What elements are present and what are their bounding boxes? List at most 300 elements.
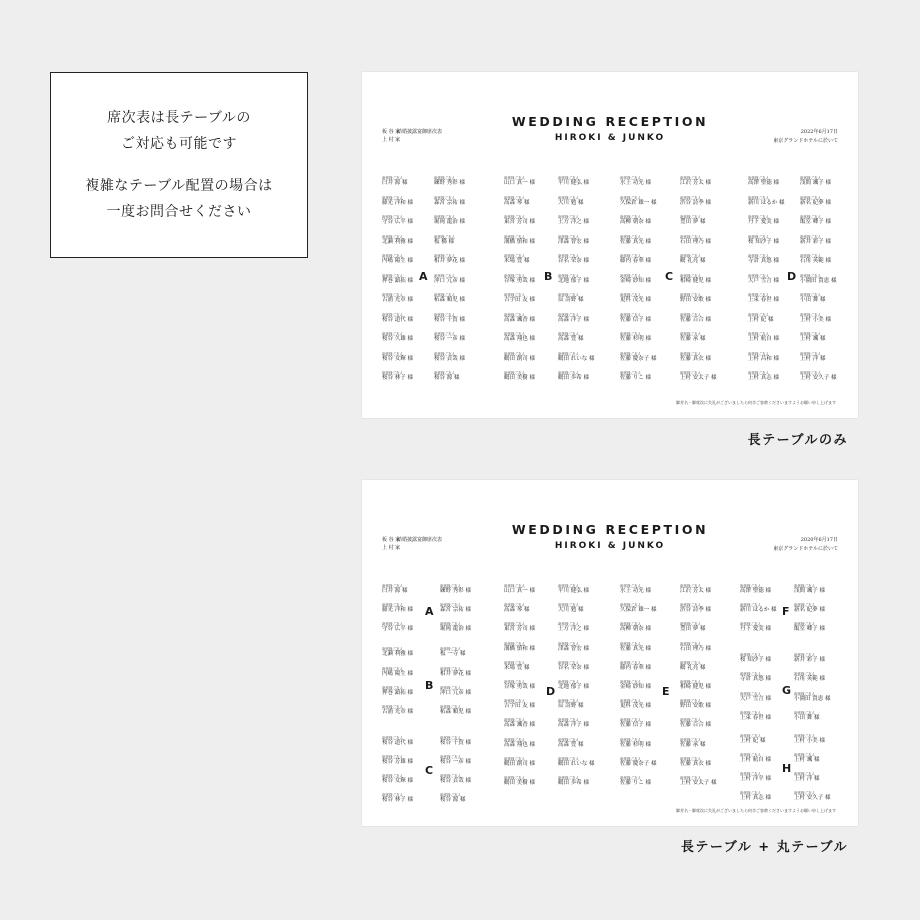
guest-name: 沖口 冗彦 様 (440, 689, 471, 696)
guest-entry (434, 215, 482, 226)
guest-entry (794, 622, 842, 633)
guest-title: 新郎様ご友人 (558, 195, 579, 200)
guest-title: 新郎様ご友人 (740, 752, 761, 757)
guest-entry (800, 332, 848, 343)
guest-title: 新郎様ご友人 (620, 718, 641, 723)
guest-title: 新郎様ご友人 (680, 776, 701, 780)
guest-name: 藤光 洋和 様 (382, 199, 413, 206)
family-name-1: 板 谷 家 (382, 129, 401, 135)
guest-entry (504, 622, 552, 633)
guest-entry (440, 647, 488, 658)
table-label: A (419, 270, 428, 283)
guest-title: 新郎様ご友人 (382, 603, 403, 608)
guest-title: 新郎様ご友人 (800, 371, 821, 375)
guest-entry (800, 235, 848, 246)
guest-title: 新郎様ご友人 (748, 312, 769, 317)
guest-title: 新郎様ご友人 (382, 735, 403, 740)
guest-entry (434, 293, 482, 304)
guest-entry (504, 176, 552, 187)
guest-title: 新郎様ご友人 (434, 293, 455, 297)
guest-entry (620, 313, 668, 324)
guest-name: 溝橋 慎和 様 (504, 645, 535, 652)
guest-title: 新郎様ご友人 (504, 176, 525, 180)
guest-name: 小園田 貴恵 様 (800, 277, 837, 284)
guest-entry (620, 293, 668, 304)
guest-entry (740, 692, 788, 703)
guest-title: 新郎様ご友人 (620, 293, 641, 297)
guest-title: 新郎様ご友人 (440, 735, 461, 740)
guest-title: 新郎様ご友人 (620, 680, 641, 684)
guest-name: 上村 昌和 様 (748, 355, 779, 362)
guest-title: 新郎様ご友人 (680, 756, 701, 761)
guest-title: 新郎様ご友人 (440, 647, 461, 652)
guest-name: 桜谷 一彦 様 (434, 336, 465, 342)
family-name-2: 上 村 家 (382, 545, 401, 551)
guest-title: 新郎様ご友人 (558, 660, 579, 665)
guest-name: 守谷 広平 様 (382, 219, 413, 225)
guest-name: 鶴 礼亮 様 (680, 258, 706, 264)
guest-title: 新郎様ご友人 (504, 603, 525, 608)
guest-name: 鶴田 歩希 様 (558, 375, 589, 381)
guest-name: 新川 はるか 様 (748, 199, 785, 206)
guest-title: 新郎様ご友人 (558, 351, 579, 356)
guest-entry (504, 371, 552, 382)
guest-name: 板 一寺 様 (440, 651, 466, 658)
chart-heading: 結婚披露宴御席次表 (397, 129, 443, 135)
event-date: 2022年6月17日 (800, 129, 838, 135)
table-label: A (425, 605, 434, 618)
guest-name: 板 橋 様 (434, 238, 454, 245)
guest-entry (434, 352, 482, 363)
table-label: B (425, 679, 434, 692)
guest-entry (680, 274, 728, 285)
guest-name: 小園田 貴恵 様 (794, 695, 831, 702)
guest-entry (382, 705, 430, 716)
guest-entry (620, 352, 668, 363)
guest-title: 新郎様ご友人 (558, 293, 579, 297)
guest-name: 上村 真志 様 (748, 375, 779, 381)
guest-entry (382, 647, 430, 658)
table-label: G (782, 684, 792, 697)
guest-entry (794, 692, 842, 703)
guest-title: 新郎様ご友人 (504, 351, 525, 356)
guest-title: 新郎様ご友人 (620, 351, 641, 356)
guest-title: 新郎様ご友人 (434, 234, 455, 239)
guest-entry (382, 332, 430, 343)
guest-name: 高森 豊 様 (558, 336, 584, 342)
guest-title: 新郎様ご友人 (680, 176, 701, 180)
guest-name: 平川 健弘 様 (558, 588, 589, 594)
guest-entry (382, 667, 430, 678)
guest-title: 新郎様ご友人 (748, 215, 769, 219)
guest-entry (740, 603, 788, 614)
guest-entry (382, 313, 430, 324)
guest-title: 新郎様ご友人 (558, 756, 579, 761)
guest-title: 新郎様ご友人 (558, 371, 579, 375)
guest-entry (382, 774, 430, 785)
guest-name: 渋谷 詩季 様 (680, 607, 711, 614)
guest-title: 新郎様ご友人 (740, 710, 761, 715)
guest-name: 佐藤 真光 様 (620, 238, 651, 245)
guest-name: 小田 舞 様 (794, 714, 820, 721)
guest-title: 新郎様ご友人 (620, 756, 641, 761)
guest-entry (558, 584, 606, 595)
guest-name: 上村 洋 様 (800, 355, 826, 362)
guest-name: 大戸 雪言 様 (740, 695, 771, 702)
guest-entry (794, 711, 842, 722)
guest-name: 佐藤 信子 様 (620, 316, 651, 323)
guest-name: 上束 春世 様 (740, 714, 771, 721)
guest-entry (558, 176, 606, 187)
guest-name: 東宮 芳司 様 (504, 626, 535, 633)
guest-name: 北地 郁子 様 (558, 277, 589, 284)
guest-name: 佐藤 真光 様 (620, 645, 651, 652)
guest-entry (620, 699, 668, 710)
guest-name: 新名 紀夢 様 (794, 607, 825, 614)
guest-name: 相崎 健児 様 (680, 684, 711, 690)
guest-name: 谷名 荣奈 様 (558, 664, 589, 671)
guest-name: 上村 颯 様 (794, 756, 820, 763)
note-line-2: ご対応も可能です (121, 136, 237, 152)
guest-entry (748, 274, 796, 285)
guest-name: 練野 秀彰 様 (440, 588, 471, 594)
guest-entry (680, 584, 728, 595)
guest-name: 佐藤 承 様 (680, 336, 706, 342)
guest-entry (504, 776, 552, 787)
guest-name: 更科 茂光 様 (620, 297, 651, 303)
guest-name: 高森 颯香 様 (504, 316, 535, 323)
guest-name: 高森 洋子 様 (558, 316, 589, 323)
guest-title: 新郎様ご友人 (800, 234, 821, 239)
guest-name: 北地 郁子 様 (558, 684, 589, 690)
guest-name: 大川 勉 様 (558, 199, 584, 206)
guest-entry (620, 603, 668, 614)
guest-entry (800, 313, 848, 324)
guest-entry (680, 254, 728, 265)
guest-title: 新郎様ご友人 (504, 699, 525, 704)
guest-title: 新郎様ご友人 (748, 371, 769, 375)
guest-entry (504, 352, 552, 363)
guest-entry (382, 215, 430, 226)
guest-entry (558, 738, 606, 749)
guest-entry (382, 686, 430, 697)
guest-name: 上村 紀 様 (748, 316, 774, 323)
guest-title: 新郎様ご友人 (504, 371, 525, 375)
guest-name: 石角 英範 様 (794, 676, 825, 683)
guest-entry (440, 774, 488, 785)
guest-entry (680, 680, 728, 691)
guest-name: 寺倉 真悠 様 (740, 676, 771, 683)
guest-entry (740, 672, 788, 683)
guest-name: 高森 洋子 様 (558, 722, 589, 729)
guest-title: 新郎様ご友人 (504, 756, 525, 761)
table-label: B (544, 270, 553, 283)
guest-entry (558, 215, 606, 226)
guest-title: 新郎様ご友人 (680, 603, 701, 608)
guest-title: 新郎様ご友人 (382, 622, 403, 627)
guest-title: 新郎様ご友人 (620, 254, 641, 258)
guest-name: 野田 安歌 様 (680, 703, 711, 710)
guest-title: 新郎様ご友人 (680, 680, 701, 684)
guest-name: 上村 小美 様 (794, 737, 825, 744)
guest-entry (504, 738, 552, 749)
guest-title: 新郎様ご友人 (620, 195, 641, 200)
guest-name: 佐藤 真衣 様 (680, 760, 711, 767)
guest-name: 藤光 洋和 様 (382, 607, 413, 614)
guest-name: 土方 洋之 様 (558, 219, 589, 225)
guest-title: 新郎様ご友人 (382, 312, 403, 317)
guest-entry (504, 718, 552, 729)
guest-name: 高森 颯香 様 (504, 722, 535, 729)
guest-title: 新郎様ご友人 (680, 737, 701, 742)
guest-name: 上束 春世 様 (748, 297, 779, 303)
guest-title: 新郎様ご友人 (440, 666, 461, 671)
guest-entry (440, 584, 488, 595)
chart-heading: 結婚披露宴御席次表 (397, 537, 443, 543)
guest-title: 新郎様ご友人 (680, 195, 701, 200)
guest-entry (680, 176, 728, 187)
guest-title: 新郎様ご友人 (558, 215, 579, 219)
guest-name: 平川 健弘 様 (558, 180, 589, 186)
guest-name: 藤内 春華 様 (620, 258, 651, 264)
guest-title: 新郎様ご友人 (740, 691, 761, 696)
guest-entry (434, 176, 482, 187)
guest-entry (382, 793, 430, 804)
guest-entry (748, 313, 796, 324)
guest-name: 堀岡 龍治 様 (434, 219, 465, 225)
guest-name: 辰 詩野 様 (558, 297, 584, 303)
guest-title: 新郎様ご友人 (504, 215, 525, 219)
guest-entry (558, 254, 606, 265)
guest-title: 新郎様ご友人 (748, 195, 769, 200)
guest-title: 新郎様ご友人 (748, 273, 769, 278)
guest-entry (558, 274, 606, 285)
guest-title: 新郎様ご友人 (680, 215, 701, 219)
guest-title: 新郎様ご友人 (794, 733, 815, 738)
guest-entry (620, 215, 668, 226)
guest-title: 新郎様ご友人 (382, 234, 403, 239)
guest-entry (620, 661, 668, 672)
guest-name: 上村 安久子 様 (800, 375, 837, 381)
guest-entry (504, 215, 552, 226)
table-label: C (425, 764, 434, 777)
guest-name: 桜谷 林子 様 (382, 797, 413, 804)
guest-entry (382, 274, 430, 285)
guest-name: 溝橋 慎和 様 (504, 238, 535, 245)
guest-title: 新郎様ご友人 (620, 603, 641, 608)
guest-entry (680, 757, 728, 768)
guest-entry (794, 753, 842, 764)
guest-name: 相崎 健児 様 (680, 277, 711, 284)
guest-title: 新郎様ご友人 (740, 672, 761, 677)
guest-name: 佐藤 杉明 様 (620, 741, 651, 748)
guest-entry (800, 176, 848, 187)
guest-title: 新郎様ご友人 (794, 772, 815, 777)
guest-title: 新郎様ご友人 (794, 691, 815, 696)
guest-title: 新郎様ご友人 (748, 351, 769, 356)
guest-title: 新郎様ご友人 (440, 754, 461, 759)
guest-name: 米場 豊 様 (504, 258, 530, 264)
guest-title: 新郎様ご友人 (800, 312, 821, 317)
guest-title: 新郎様ご友人 (382, 793, 403, 798)
guest-title: 新郎様ご友人 (680, 312, 701, 317)
guest-title: 新郎様ご友人 (740, 772, 761, 777)
guest-entry (740, 753, 788, 764)
guest-entry (558, 313, 606, 324)
guest-name: 豊田 夢 様 (680, 219, 706, 225)
guest-name: 山口 真一 様 (504, 180, 535, 186)
guest-entry (794, 584, 842, 595)
guest-title: 新郎様ご友人 (620, 776, 641, 780)
guest-entry (748, 196, 796, 207)
guest-name: 石田 理乃 様 (680, 645, 711, 652)
event-meta (773, 536, 838, 554)
guest-title: 新郎様ご友人 (558, 737, 579, 742)
guest-title: 新郎様ご友人 (748, 332, 769, 336)
table-label: E (662, 685, 670, 698)
guest-name: 桜 知沙子 様 (748, 238, 779, 245)
guest-name: 練野 秀彰 様 (434, 180, 465, 186)
guest-title: 新郎様ご友人 (504, 660, 525, 665)
guest-entry (504, 293, 552, 304)
guest-name: 吉宇田 友 様 (504, 703, 535, 710)
guest-name: 押巻 鎮拓 様 (382, 277, 413, 284)
guest-entry (740, 584, 788, 595)
guest-name: 桜谷 千賀 様 (434, 316, 465, 323)
guest-entry (558, 603, 606, 614)
guest-title: 新郎様ご友人 (748, 176, 769, 180)
guest-entry (504, 603, 552, 614)
guest-entry (748, 176, 796, 187)
guest-entry (440, 622, 488, 633)
guest-name: 大戸 雪言 様 (748, 277, 779, 284)
guest-entry (382, 176, 430, 187)
guest-name: 堀岡 龍治 様 (440, 626, 471, 633)
guest-entry (680, 196, 728, 207)
guest-name: 鶴田 れいな 様 (558, 760, 595, 767)
guest-name: 佐藤 りこ 様 (620, 780, 651, 786)
note-line-1: 席次表は長テーブルの (107, 110, 251, 126)
guest-name: 金崎 紗知 様 (620, 277, 651, 284)
note-line-4: 一度お問合せください (106, 204, 252, 220)
guest-name: 高森 翔也 様 (504, 741, 535, 748)
guest-title: 新郎様ご友人 (558, 622, 579, 627)
guest-title: 新郎様ご友人 (794, 603, 815, 608)
guest-title: 新郎様ご友人 (680, 332, 701, 336)
guest-title: 新郎様ご友人 (558, 584, 579, 588)
guest-entry (620, 371, 668, 382)
guest-name: 相井 夢花 様 (434, 258, 465, 264)
guest-title: 新郎様ご友人 (440, 774, 461, 779)
guest-entry (800, 196, 848, 207)
guest-entry (558, 235, 606, 246)
guest-name: 上村 安太子 様 (680, 375, 717, 381)
guest-entry (434, 254, 482, 265)
guest-title: 新郎様ご友人 (558, 641, 579, 646)
guest-title: 新郎様ご友人 (794, 653, 815, 658)
guest-entry (434, 196, 482, 207)
guest-title: 新郎様ご友人 (558, 332, 579, 336)
guest-name: 新川 はるか 様 (740, 607, 777, 614)
guest-entry (680, 718, 728, 729)
guest-entry (680, 215, 728, 226)
guest-entry (680, 371, 728, 382)
guest-name: 森宮 宗祐 様 (440, 607, 471, 614)
guest-title: 新郎様ご友人 (620, 215, 641, 219)
guest-name: 渋谷 詩季 様 (680, 199, 711, 206)
guest-name: 高森 翔也 様 (504, 336, 535, 342)
guest-entry (680, 352, 728, 363)
note-line-3: 複雑なテーブル配置の場合は (85, 178, 273, 194)
guest-name: 高森 琴 様 (504, 199, 530, 206)
guest-entry (558, 196, 606, 207)
guest-entry (748, 293, 796, 304)
guest-entry (504, 699, 552, 710)
guest-title: 新郎様ご友人 (504, 332, 525, 336)
guest-name: 久保倉 雄一 様 (620, 199, 657, 206)
guest-entry (740, 622, 788, 633)
guest-name: 高森 豊 様 (558, 741, 584, 748)
guest-entry (434, 313, 482, 324)
guest-name: 内嶋 陽生 様 (382, 258, 413, 264)
guest-title: 新郎様ご友人 (620, 332, 641, 336)
guest-entry (748, 235, 796, 246)
guest-title: 新郎様ご友人 (558, 234, 579, 239)
guest-name: 大川 勉 様 (558, 607, 584, 614)
guest-name: 谷塚 勇哉 様 (504, 684, 535, 690)
guest-entry (680, 776, 728, 787)
guest-name: 桜谷 女輝 様 (382, 355, 413, 362)
guest-name: 更科 茂光 様 (620, 703, 651, 710)
guest-name: 桜谷 千賀 様 (440, 739, 471, 746)
guest-entry (794, 791, 842, 802)
guest-entry (382, 584, 430, 595)
guest-name: 臼井 源 様 (382, 180, 408, 186)
guest-name: 寺倉 真悠 様 (748, 258, 779, 264)
guest-title: 新郎様ご友人 (800, 176, 821, 180)
guest-name: 鶴田 歩希 様 (558, 780, 589, 786)
footnote: 御芳名・御席次に失礼がございましたら何卒ご容赦くださいますようお願い申し上げます (676, 400, 836, 405)
guest-title: 新郎様ご友人 (440, 685, 461, 690)
guest-title: 新郎様ご友人 (504, 195, 525, 200)
guest-title: 新郎様ご友人 (620, 312, 641, 317)
family-block (382, 128, 443, 143)
guest-entry (740, 653, 788, 664)
guest-name: 桜谷 一彦 様 (440, 758, 471, 765)
guest-name: 鶴田 美樹 様 (504, 780, 535, 786)
guest-entry (382, 196, 430, 207)
guest-title: 新郎様ご友人 (504, 273, 525, 278)
guest-title: 新郎様ご友人 (680, 584, 701, 588)
table-label: F (782, 605, 790, 618)
guest-name: 浅間 颯子 様 (794, 588, 825, 594)
guest-name: 佐藤 慶奈子 様 (620, 760, 657, 767)
guest-name: 新名 紀夢 様 (800, 199, 831, 206)
guest-title: 新郎様ご友人 (620, 737, 641, 742)
guest-name: 豊田 夢 様 (680, 626, 706, 633)
guest-entry (504, 680, 552, 691)
guest-name: 桜谷 女輝 様 (382, 778, 413, 785)
guest-title: 新郎様ご友人 (800, 273, 821, 278)
guest-name: 古浦 光章 様 (382, 708, 413, 715)
guest-name: 佐藤 百合 様 (680, 722, 711, 729)
guest-entry (504, 332, 552, 343)
guest-entry (620, 235, 668, 246)
guest-entry (434, 371, 482, 382)
guest-title: 新郎様ご友人 (800, 293, 821, 297)
guest-title: 新郎様ご友人 (680, 293, 701, 297)
guest-name: 鶴田 れいな 様 (558, 355, 595, 362)
